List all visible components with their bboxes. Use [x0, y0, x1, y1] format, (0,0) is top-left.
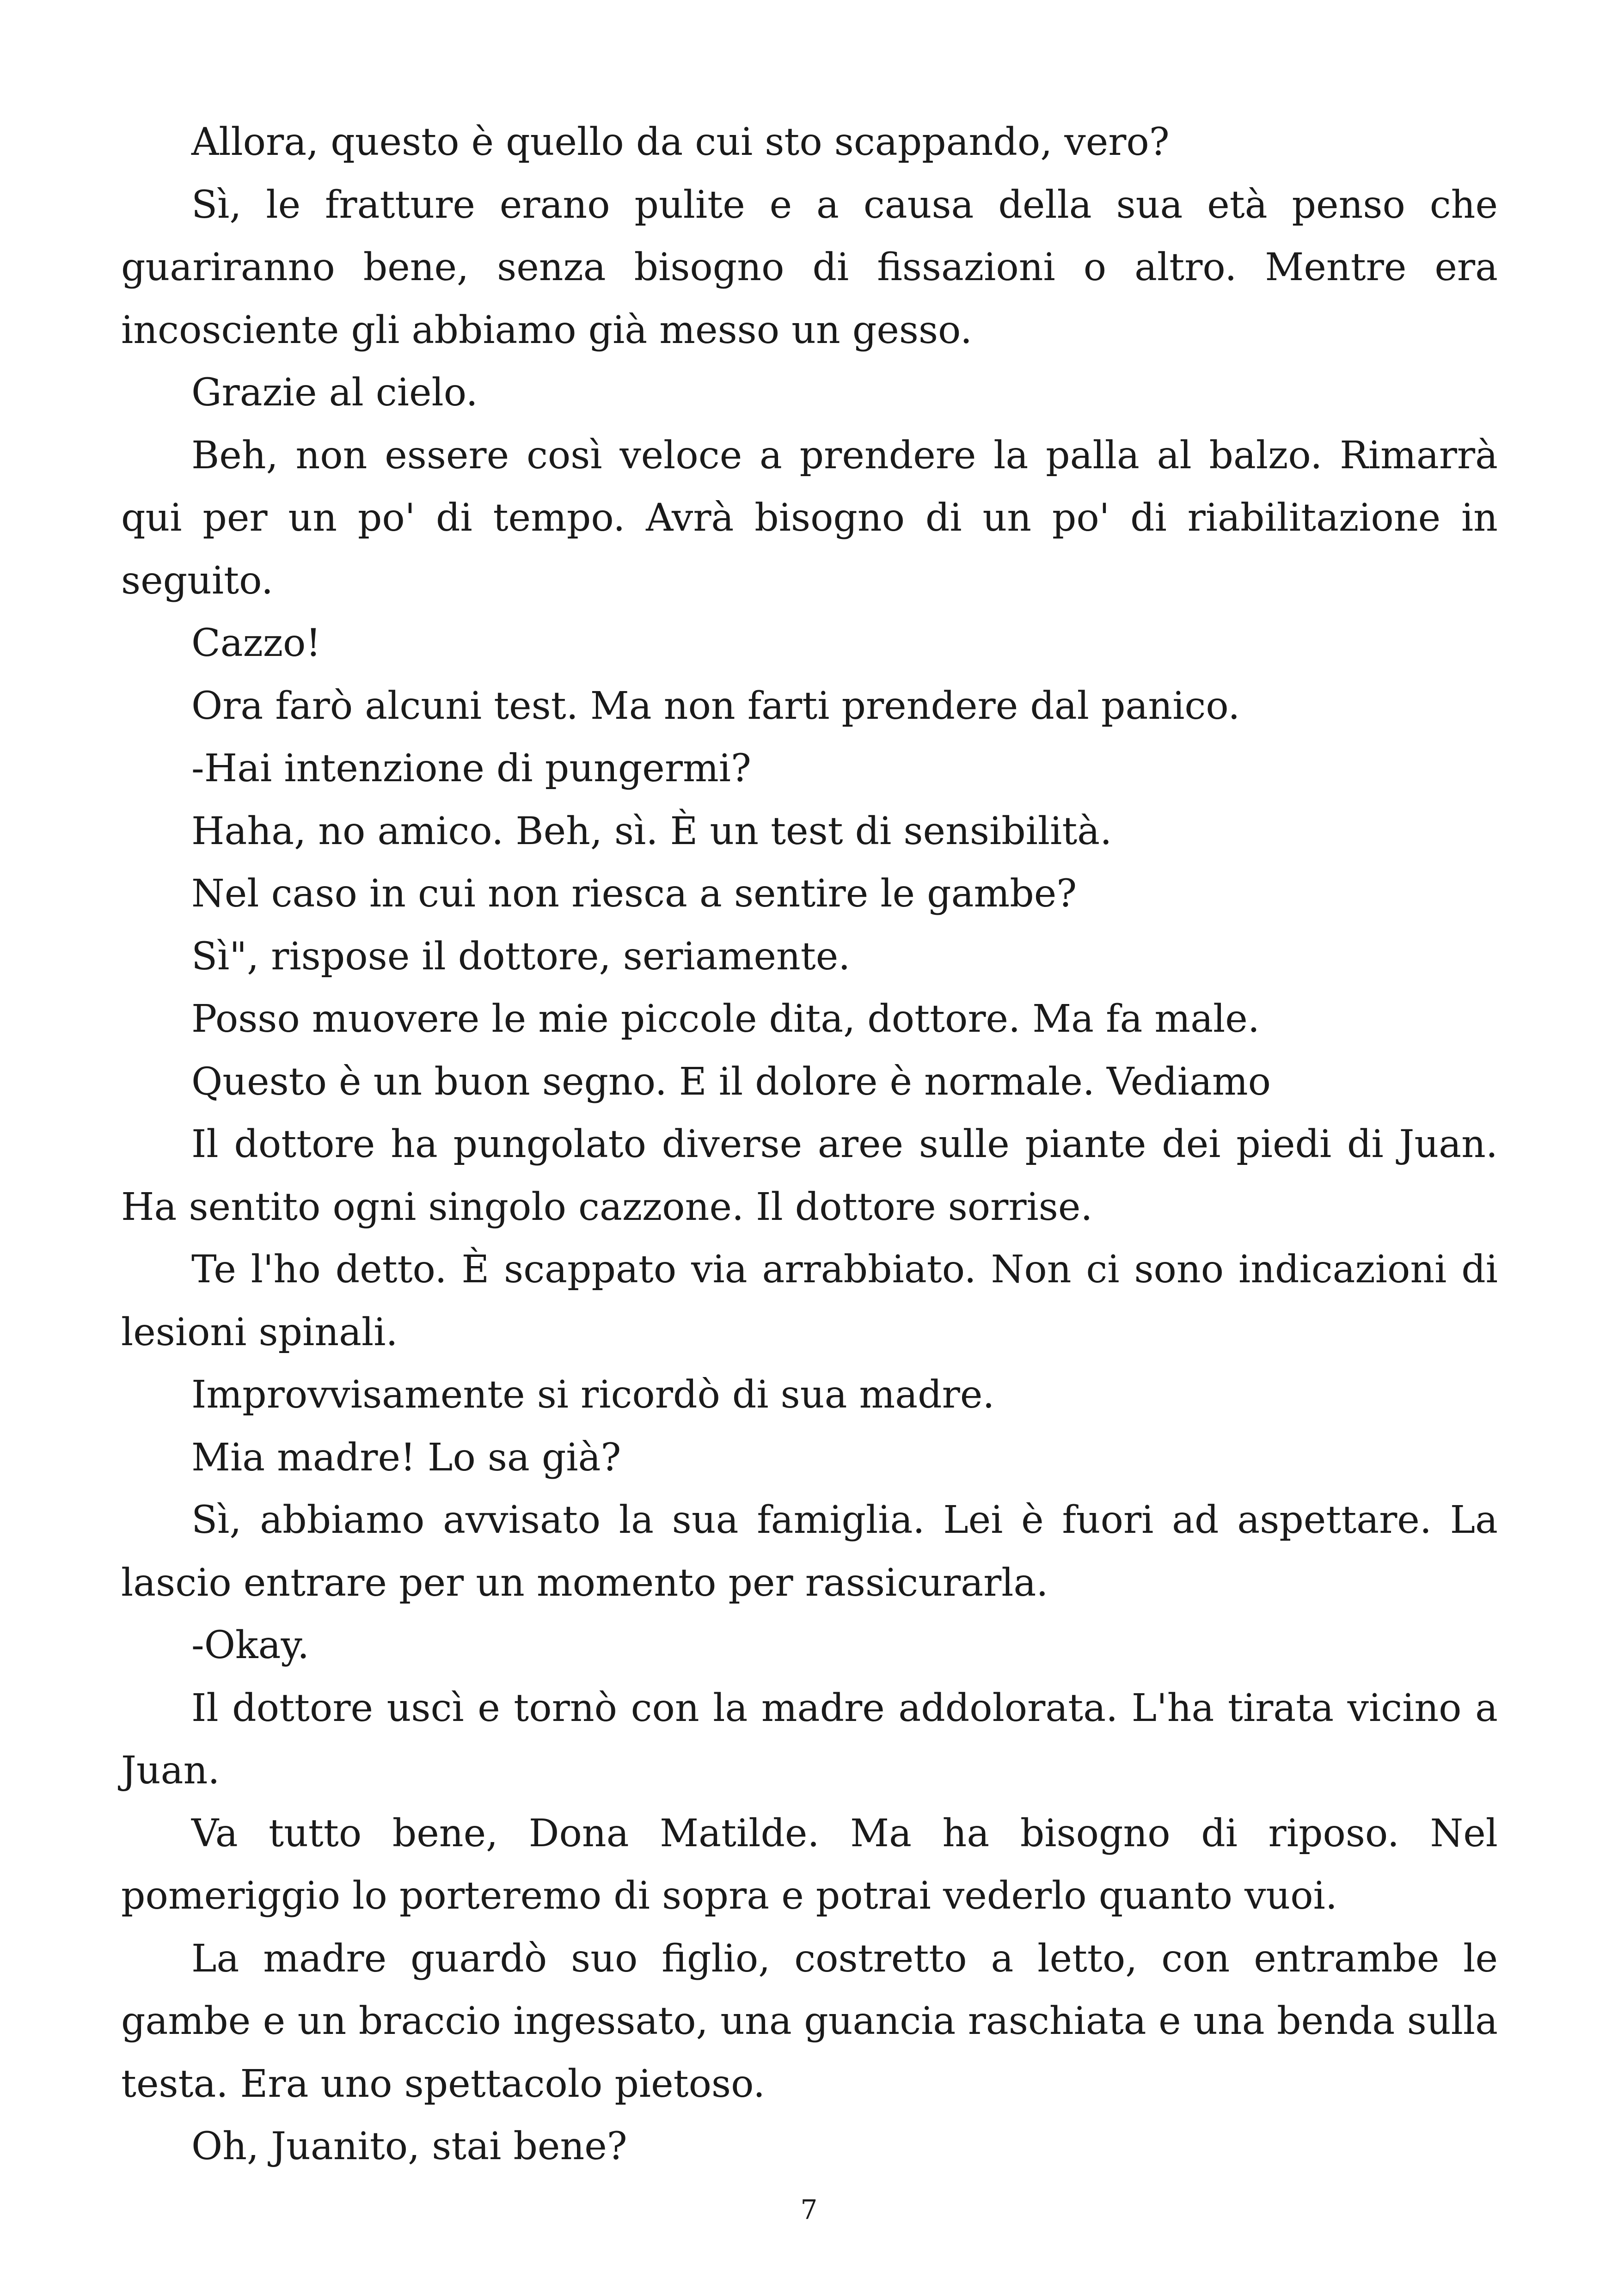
paragraph: -Okay.	[191, 1623, 310, 1667]
paragraph: Oh, Juanito, stai bene?	[191, 2125, 627, 2168]
paragraph: Beh, non essere così veloce a prendere la palla al balzo. Rimarrà qui per un po' di tempo. Avrà bisogno di un po' di riabilitazione in seguito.	[121, 433, 1498, 603]
body-text	[121, 111, 1498, 2178]
paragraph: La madre guardò suo figlio, costretto a letto, con entrambe le gambe e un braccio ingessato, una guancia raschiata e una benda sulla testa. Era uno spettacolo pietoso.	[121, 1936, 1498, 2106]
paragraph: -Hai intenzione di pungermi?	[191, 747, 751, 790]
paragraph: Grazie al cielo.	[191, 371, 478, 415]
paragraph: Haha, no amico. Beh, sì. È un test di sensibilità.	[191, 809, 1112, 853]
paragraph: Va tutto bene, Dona Matilde. Ma ha bisogno di riposo. Nel pomeriggio lo porteremo di sopra e potrai vederlo quanto vuoi.	[121, 1811, 1498, 1918]
page-number: 7	[800, 2194, 818, 2225]
paragraph: Nel caso in cui non riesca a sentire le gambe?	[191, 872, 1077, 916]
paragraph: Sì, abbiamo avvisato la sua famiglia. Lei è fuori ad aspettare. La lascio entrare per un momento per rassicurarla.	[121, 1498, 1498, 1605]
paragraph: Ora farò alcuni test. Ma non farti prendere dal panico.	[191, 684, 1240, 728]
paragraph: Improvvisamente si ricordò di sua madre.	[191, 1373, 995, 1417]
paragraph: Allora, questo è quello da cui sto scappando, vero?	[191, 120, 1170, 164]
paragraph: Il dottore ha pungolato diverse aree sulle piante dei piedi di Juan. Ha sentito ogni singolo cazzone. Il dottore sorrise.	[121, 1122, 1498, 1229]
paragraph: Sì, le fratture erano pulite e a causa della sua età penso che guariranno bene, senza bisogno di fissazioni o altro. Mentre era incosciente gli abbiamo già messo un gesso.	[121, 183, 1498, 352]
paragraph: Il dottore uscì e tornò con la madre addolorata. L'ha tirata vicino a Juan.	[121, 1686, 1498, 1793]
paragraph: Posso muovere le mie piccole dita, dottore. Ma fa male.	[191, 997, 1260, 1041]
paragraph: Mia madre! Lo sa già?	[191, 1435, 621, 1480]
paragraph: Questo è un buon segno. E il dolore è normale. Vediamo	[191, 1059, 1271, 1104]
paragraph: Cazzo!	[191, 621, 321, 665]
paragraph: Sì", rispose il dottore, seriamente.	[191, 934, 851, 979]
paragraph: Te l'ho detto. È scappato via arrabbiato. Non ci sono indicazioni di lesioni spinali.	[121, 1248, 1498, 1354]
